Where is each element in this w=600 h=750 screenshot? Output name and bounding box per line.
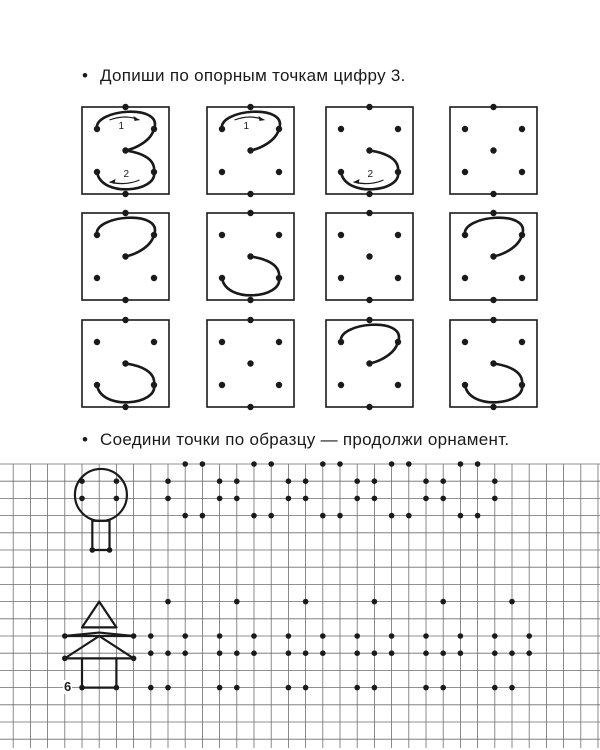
ornament-dot xyxy=(423,633,429,639)
ornament-dot xyxy=(492,633,498,639)
ornament-dot xyxy=(526,633,532,639)
ornament-dot xyxy=(217,650,223,656)
ornament-dot xyxy=(234,685,240,691)
bullet: • xyxy=(82,66,89,85)
ornament-dot xyxy=(165,685,171,691)
ornament-dot xyxy=(148,633,154,639)
graph-paper xyxy=(0,464,600,748)
ornament-dot xyxy=(320,650,326,656)
ornament-dot xyxy=(492,650,498,656)
ornament-dot xyxy=(458,461,464,467)
ornament-dot xyxy=(354,496,360,502)
task-2-text: Соедини точки по образцу — продолжи орнамент. xyxy=(100,430,510,449)
ornament-dot xyxy=(440,496,446,502)
ornament-dot xyxy=(303,599,309,605)
ornament-dot xyxy=(286,496,292,502)
ornament-dot xyxy=(200,461,206,467)
ornament-dot xyxy=(458,650,464,656)
sample-circle xyxy=(75,469,127,521)
ornament-dot xyxy=(165,650,171,656)
ornament-dot xyxy=(268,461,274,467)
ornament-dot xyxy=(217,633,223,639)
ornament-dot xyxy=(131,656,137,662)
ornament-dot xyxy=(79,685,85,691)
ornament-dot xyxy=(509,685,515,691)
ornament-dot xyxy=(234,650,240,656)
ornament-dot xyxy=(406,513,412,519)
ornament-dot xyxy=(200,513,206,519)
ornament-dot xyxy=(320,633,326,639)
ornament-dot xyxy=(286,685,292,691)
ornament-dot xyxy=(372,599,378,605)
ornament-dot xyxy=(182,513,188,519)
ornament-dot xyxy=(492,478,498,484)
ornament-dot xyxy=(114,496,120,502)
ornament-dot xyxy=(79,496,85,502)
task-1-instruction xyxy=(82,66,406,86)
ornament-dot xyxy=(440,650,446,656)
ornament-dot xyxy=(372,496,378,502)
ornament-dot xyxy=(114,685,120,691)
ornament-dot xyxy=(114,478,120,484)
ornament-dot xyxy=(389,461,395,467)
ornament-dot xyxy=(234,496,240,502)
ornament-line xyxy=(99,602,116,628)
ornament-dot xyxy=(79,478,85,484)
ornament-dot xyxy=(475,513,481,519)
ornament-dot xyxy=(148,685,154,691)
ornament-dot xyxy=(526,650,532,656)
ornament-dot xyxy=(337,513,343,519)
ornament-dot xyxy=(251,513,257,519)
ornament-dot xyxy=(303,478,309,484)
ornament-dot xyxy=(62,633,68,639)
ornament-dot xyxy=(182,633,188,639)
task-2-instruction xyxy=(82,430,509,450)
ornament-dot xyxy=(389,650,395,656)
ornament-dot xyxy=(509,599,515,605)
ornament-dot xyxy=(182,650,188,656)
ornament-dot xyxy=(286,650,292,656)
ornament-dot xyxy=(320,461,326,467)
ornament-dot xyxy=(182,461,188,467)
ornament-dot xyxy=(492,496,498,502)
ornament-dot xyxy=(389,633,395,639)
ornament-dot xyxy=(372,685,378,691)
ornament-dot xyxy=(107,547,113,553)
ornament-dot xyxy=(372,650,378,656)
stroke-order-label: 1 xyxy=(243,121,250,132)
ornament-dot xyxy=(165,496,171,502)
ornament-dot xyxy=(90,547,96,553)
ornament-dot xyxy=(458,513,464,519)
ornament-dot xyxy=(440,478,446,484)
ornament-dot xyxy=(251,633,257,639)
stroke-order-label: 2 xyxy=(123,169,130,180)
ornament-dot xyxy=(458,633,464,639)
ornament-dot xyxy=(234,478,240,484)
task-1-text: Допиши по опорным точкам цифру 3. xyxy=(100,66,406,85)
ornament-dot xyxy=(389,513,395,519)
ornament-dot xyxy=(303,685,309,691)
ornament-dot xyxy=(423,650,429,656)
ornament-dot xyxy=(320,513,326,519)
ornament-dot xyxy=(303,650,309,656)
ornament-dot xyxy=(268,513,274,519)
ornament-dot xyxy=(475,461,481,467)
ornament-dot xyxy=(406,461,412,467)
ornament-dot xyxy=(234,599,240,605)
ornament-dot xyxy=(440,685,446,691)
ornament-dot xyxy=(286,633,292,639)
ornament-line xyxy=(82,602,99,628)
ornament-dot xyxy=(165,599,171,605)
ornament-dot xyxy=(251,650,257,656)
ornament-dot xyxy=(303,496,309,502)
stroke-order-label: 1 xyxy=(118,121,125,132)
ornament-dot xyxy=(165,478,171,484)
ornament-dot xyxy=(148,650,154,656)
ornament-dot xyxy=(509,650,515,656)
ornament-dot xyxy=(423,685,429,691)
ornament-dot xyxy=(131,633,137,639)
ornament-dot xyxy=(354,633,360,639)
ornament-dot xyxy=(217,478,223,484)
bullet: • xyxy=(82,430,89,449)
ornament-dot xyxy=(337,461,343,467)
ornament-dot xyxy=(440,599,446,605)
ornament-dot xyxy=(423,478,429,484)
ornament-dot xyxy=(251,461,257,467)
page-number: 6 xyxy=(64,679,72,694)
ornament-dot xyxy=(423,496,429,502)
ornament-dot xyxy=(62,656,68,662)
ornament-dot xyxy=(286,478,292,484)
ornament-dot xyxy=(354,685,360,691)
ornament-dot xyxy=(217,685,223,691)
ornament-dot xyxy=(217,496,223,502)
ornament-dot xyxy=(354,478,360,484)
ornament-dot xyxy=(354,650,360,656)
ornament-row-1-dots xyxy=(165,461,497,518)
stroke-order-label: 2 xyxy=(367,169,374,180)
ornament-dot xyxy=(492,685,498,691)
ornament-dot xyxy=(372,478,378,484)
